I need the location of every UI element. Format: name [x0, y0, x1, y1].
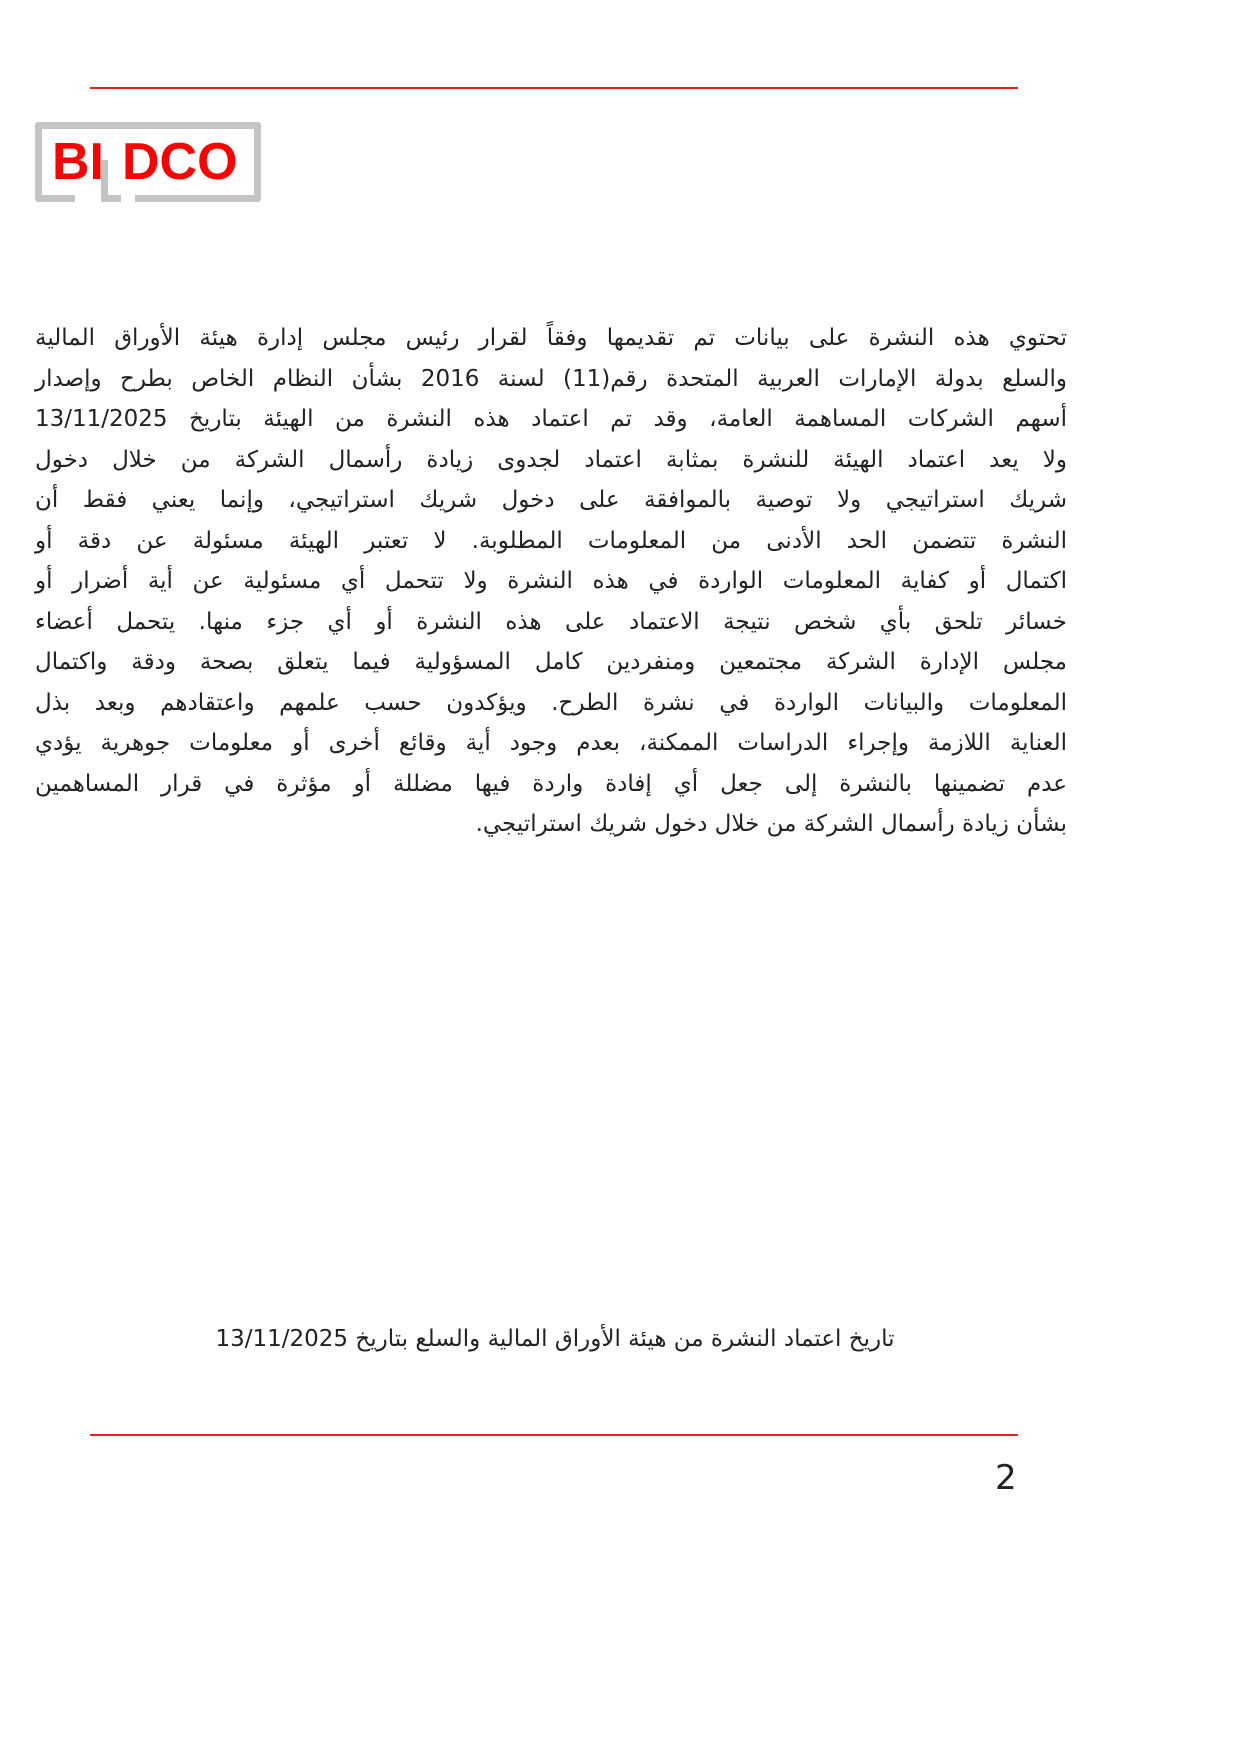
paragraph-line: مجلس الإدارة الشركة مجتمعين ومنفردين كامل المسؤولية فيما يتعلق بصحة ودقة واكتمال: [35, 649, 1067, 675]
paragraph-line: اكتمال أو كفاية المعلومات الواردة في هذه النشرة ولا تتحمل أي مسئولية عن أية أضرار أو: [35, 568, 1067, 594]
logo-bar: [101, 195, 121, 202]
page-number: 2: [995, 1458, 1017, 1498]
logo-frame-gap: [75, 194, 101, 203]
logo-text-part2: DCO: [122, 133, 238, 191]
paragraph-line: ولا يعد اعتماد الهيئة للنشرة بمثابة اعتماد لجدوى زيادة رأسمال الشركة من خلال دخول: [35, 446, 1067, 473]
footer-divider: [90, 1434, 1018, 1436]
approval-date-text: تاريخ اعتماد النشرة من هيئة الأوراق المالية والسلع بتاريخ 13/11/2025: [215, 1326, 895, 1352]
disclaimer-paragraph: [35, 318, 1067, 845]
paragraph-line: العناية اللازمة وإجراء الدراسات الممكنة، بعدم وجود أية وقائع أخرى أو معلومات جوهرية يؤدي: [35, 730, 1067, 756]
paragraph-line: بشأن زيادة رأسمال الشركة من خلال دخول شريك استراتيجي.: [475, 811, 1067, 837]
paragraph-line: أسهم الشركات المساهمة العامة، وقد تم اعتماد هذه النشرة من الهيئة بتاريخ 13/11/2025: [35, 406, 1067, 432]
paragraph-line: عدم تضمينها بالنشرة إلى جعل أي إفادة واردة فيها مضللة أو مؤثرة في قرار المساهمين: [35, 770, 1067, 797]
paragraph-line: شريك استراتيجي ولا توصية بالموافقة على دخول شريك استراتيجي، وإنما يعني فقط أن: [35, 487, 1067, 513]
logo-text-part1: BI: [52, 133, 104, 191]
paragraph-line: والسلع بدولة الإمارات العربية المتحدة رقم(11) لسنة 2016 بشأن النظام الخاص بطرح وإصدار: [35, 365, 1067, 392]
company-logo: [35, 122, 261, 202]
paragraph-line: النشرة تتضمن الحد الأدنى من المعلومات المطلوبة. لا تعتبر الهيئة مسئولة عن دقة أو: [35, 527, 1067, 554]
paragraph-line: خسائر تلحق بأي شخص نتيجة الاعتماد على هذه النشرة أو أي جزء منها. يتحمل أعضاء: [35, 608, 1067, 635]
logo-frame-gap: [119, 194, 135, 203]
paragraph-line: تحتوي هذه النشرة على بيانات تم تقديمها وفقاً لقرار رئيس مجلس إدارة هيئة الأوراق المالية: [35, 325, 1067, 351]
paragraph-line: المعلومات والبيانات الواردة في نشرة الطرح. ويؤكدون حسب علمهم واعتقادهم وبعد بذل: [35, 689, 1067, 716]
header-divider: [90, 87, 1018, 89]
